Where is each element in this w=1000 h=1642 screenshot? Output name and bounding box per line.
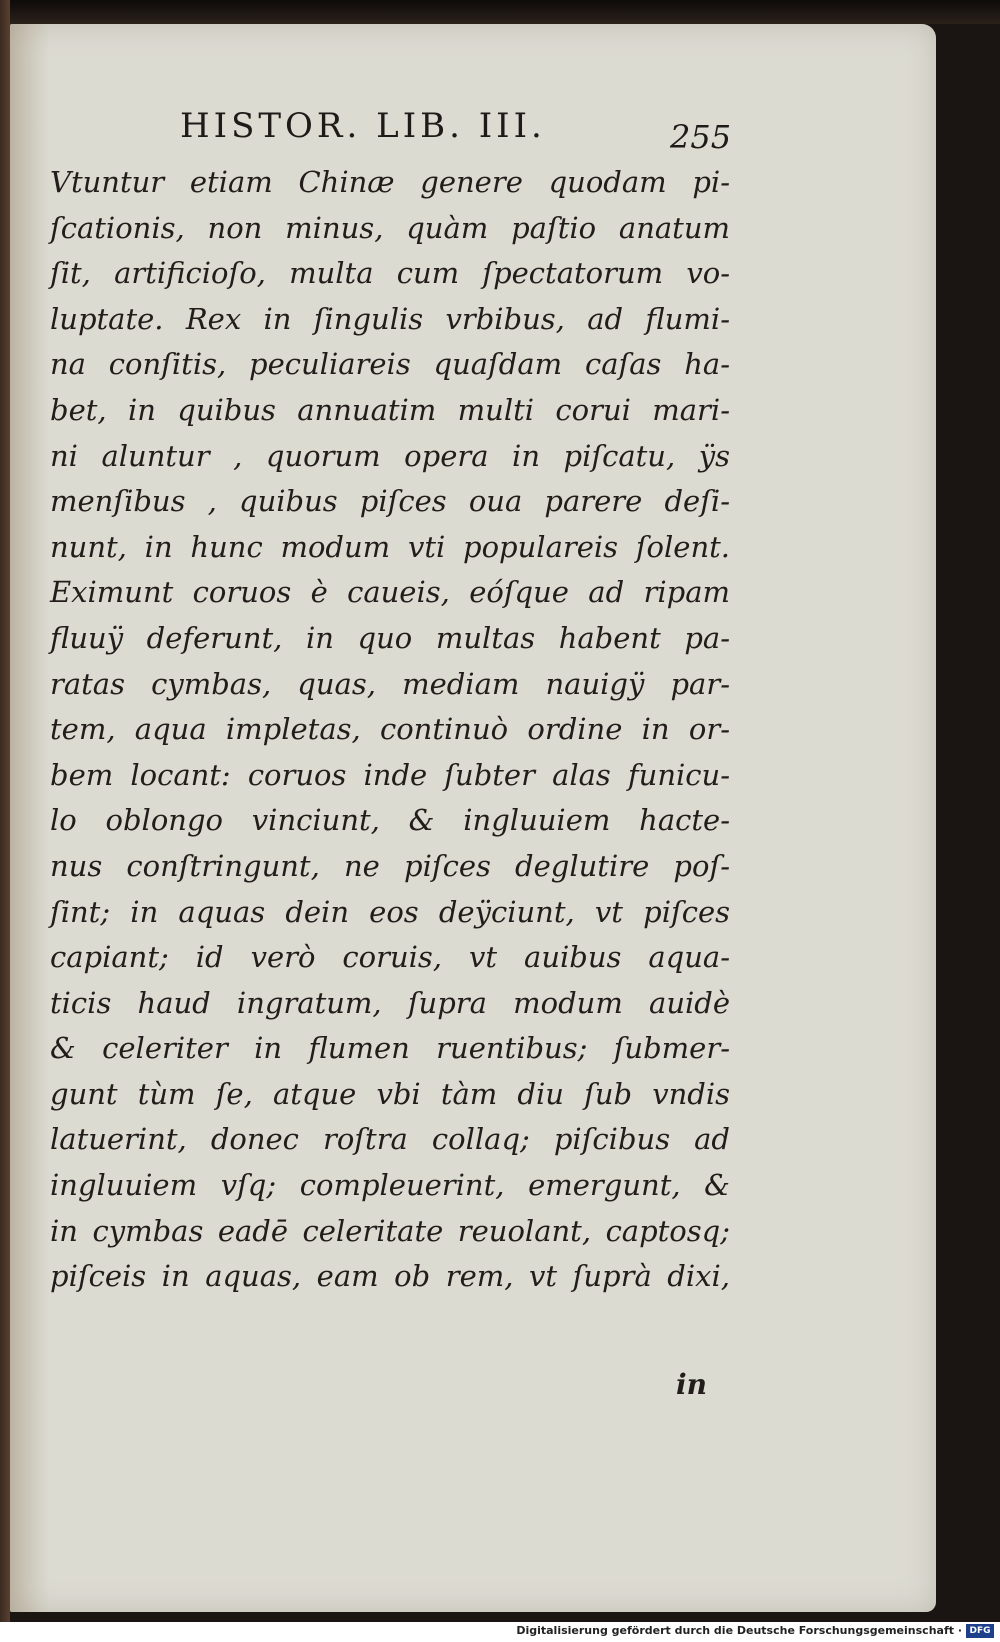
text-line: latuerint, donec roſtra collaq; piſcibus ad <box>50 1122 730 1157</box>
text-line: lo oblongo vinciunt, & ingluuiem hacte- <box>50 803 730 838</box>
text-line: ſit, artificioſo, multa cum ſpectatorum vo- <box>50 256 730 291</box>
text-line: nunt, in hunc modum vti populareis ſolent. <box>50 529 730 564</box>
text-line: luptate. Rex in ſingulis vrbibus, ad flumi- <box>50 301 730 336</box>
book-binding-edge <box>0 0 10 1622</box>
text-line: ticis haud ingratum, ſupra modum auidè <box>50 985 730 1020</box>
text-line: capiant; id verò coruis, vt auibus aqua- <box>50 940 730 975</box>
dfg-logo: DFG <box>966 1624 994 1638</box>
text-line: Eximunt coruos è caueis, eóſque ad ripam <box>50 575 730 610</box>
text-line: bet, in quibus annuatim multi corui mari- <box>50 392 730 427</box>
text-line: ſcationis, non minus, quàm paſtio anatum <box>50 210 730 245</box>
text-line: fluuÿ deferunt, in quo multas habent pa- <box>50 620 730 655</box>
text-line: gunt tùm ſe, atque vbi tàm diu ſub vndis <box>50 1076 730 1111</box>
text-line: ingluuiem vſq; compleuerint, emergunt, & <box>50 1168 730 1203</box>
text-line: piſceis in aquas, eam ob rem, vt ſuprà dixi, <box>50 1259 730 1294</box>
page-number: 255 <box>670 118 732 156</box>
text-line: Vtuntur etiam Chinæ genere quodam pi- <box>50 165 730 199</box>
digitization-credit: Digitalisierung gefördert durch die Deutsche Forschungsgemeinschaft · <box>516 1624 962 1637</box>
text-line: ratas cymbas, quas, mediam nauigÿ par- <box>50 666 730 701</box>
text-line: na conſitis, peculiareis quaſdam caſas ha- <box>50 347 730 382</box>
text-line: nus conſtringunt, ne piſces deglutire poſ- <box>50 848 730 883</box>
text-block <box>50 160 730 1300</box>
text-line: & celeriter in flumen ruentibus; ſubmer- <box>50 1031 730 1066</box>
book-top-edge <box>0 0 1000 24</box>
catchword: in <box>676 1368 707 1401</box>
text-line: menſibus , quibus piſces oua parere deſi- <box>50 484 730 519</box>
text-line: ni aluntur , quorum opera in piſcatu, ÿs <box>50 438 730 473</box>
running-head: HISTOR. LIB. III. <box>180 106 546 146</box>
gutter-shadow <box>10 24 50 1612</box>
text-line: bem locant: coruos inde ſubter alas funicu- <box>50 757 730 792</box>
text-line: tem, aqua impletas, continuò ordine in or- <box>50 712 730 747</box>
text-line: ſint; in aquas dein eos deÿciunt, vt piſces <box>50 894 730 929</box>
text-line: in cymbas eadē celeritate reuolant, captosq; <box>50 1213 730 1248</box>
